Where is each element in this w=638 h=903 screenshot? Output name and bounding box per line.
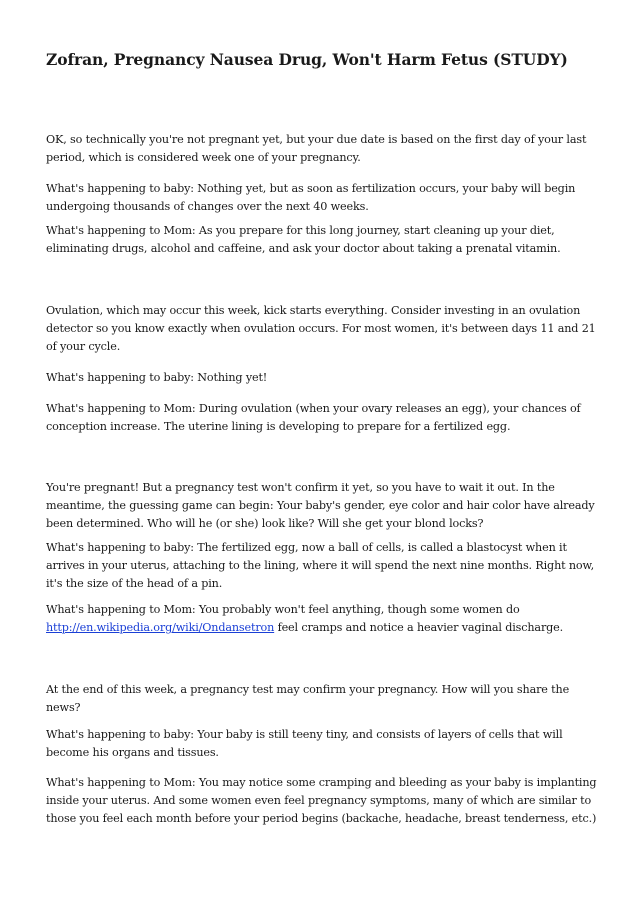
paragraph	[46, 479, 594, 533]
text-line: What's happening to baby: Your baby is still teeny tiny, and consists of layers of cells that will	[46, 728, 563, 741]
text-line: What's happening to baby: The fertilized egg, now a ball of cells, is called a blastocyst when it	[46, 541, 567, 554]
text-line: What's happening to Mom: You may notice some cramping and bleeding as your baby is implanting	[46, 776, 597, 789]
text-line: undergoing thousands of changes over the next 40 weeks.	[46, 200, 369, 213]
text-line: been determined. Who will he (or she) look like? Will she get your blond locks?	[46, 517, 484, 530]
text-line: arrives in your uterus, attaching to the lining, where it will spend the next nine months. Right now,	[46, 559, 595, 572]
text-line: inside your uterus. And some women even feel pregnancy symptoms, many of which are similar to	[46, 794, 592, 807]
text-line: news?	[46, 701, 81, 714]
paragraph	[46, 539, 594, 593]
text-line: it's the size of the head of a pin.	[46, 577, 223, 590]
text-line: What's happening to Mom: You probably won't feel anything, though some women do	[46, 603, 520, 616]
text-line	[46, 619, 594, 637]
page-title: Zofran, Pregnancy Nausea Drug, Won't Harm Fetus (STUDY)	[46, 50, 568, 69]
text-line: meantime, the guessing game can begin: Your baby's gender, eye color and hair color have already	[46, 499, 595, 512]
text-line: of your cycle.	[46, 340, 121, 353]
text-line: What's happening to baby: Nothing yet!	[46, 371, 268, 384]
paragraph	[46, 222, 594, 258]
paragraph	[46, 400, 594, 436]
paragraph	[46, 369, 594, 387]
text-line: What's happening to Mom: As you prepare for this long journey, start cleaning up your diet,	[46, 224, 555, 237]
text-line: What's happening to Mom: During ovulation (when your ovary releases an egg), your chances of	[46, 402, 581, 415]
text-line: What's happening to baby: Nothing yet, but as soon as fertilization occurs, your baby will begin	[46, 182, 576, 195]
text-line: You're pregnant! But a pregnancy test won't confirm it yet, so you have to wait it out. In the	[46, 481, 555, 494]
paragraph	[46, 774, 597, 828]
text-line: conception increase. The uterine lining is developing to prepare for a fertilized egg.	[46, 420, 511, 433]
paragraph	[46, 131, 594, 167]
paragraph	[46, 601, 594, 637]
paragraph	[46, 681, 594, 717]
paragraph	[46, 726, 594, 762]
text-line: At the end of this week, a pregnancy test may confirm your pregnancy. How will you share the	[46, 683, 570, 696]
text-after-link: feel cramps and notice a heavier vaginal discharge.	[274, 621, 564, 634]
text-line: eliminating drugs, alcohol and caffeine, and ask your doctor about taking a prenatal vitamin.	[46, 242, 561, 255]
text-line: period, which is considered week one of your pregnancy.	[46, 151, 361, 164]
text-line: those you feel each month before your period begins (backache, headache, breast tenderness, etc.)	[46, 812, 597, 825]
text-line: detector so you know exactly when ovulation occurs. For most women, it's between days 11 and 21	[46, 322, 596, 335]
paragraph	[46, 180, 594, 216]
ondansetron-wiki-link[interactable]: http://en.wikipedia.org/wiki/Ondansetron	[46, 621, 275, 634]
text-line: Ovulation, which may occur this week, kick starts everything. Consider investing in an ovulation	[46, 304, 581, 317]
paragraph	[46, 302, 594, 356]
text-line: OK, so technically you're not pregnant yet, but your due date is based on the first day of your last	[46, 133, 587, 146]
text-line: become his organs and tissues.	[46, 746, 219, 759]
